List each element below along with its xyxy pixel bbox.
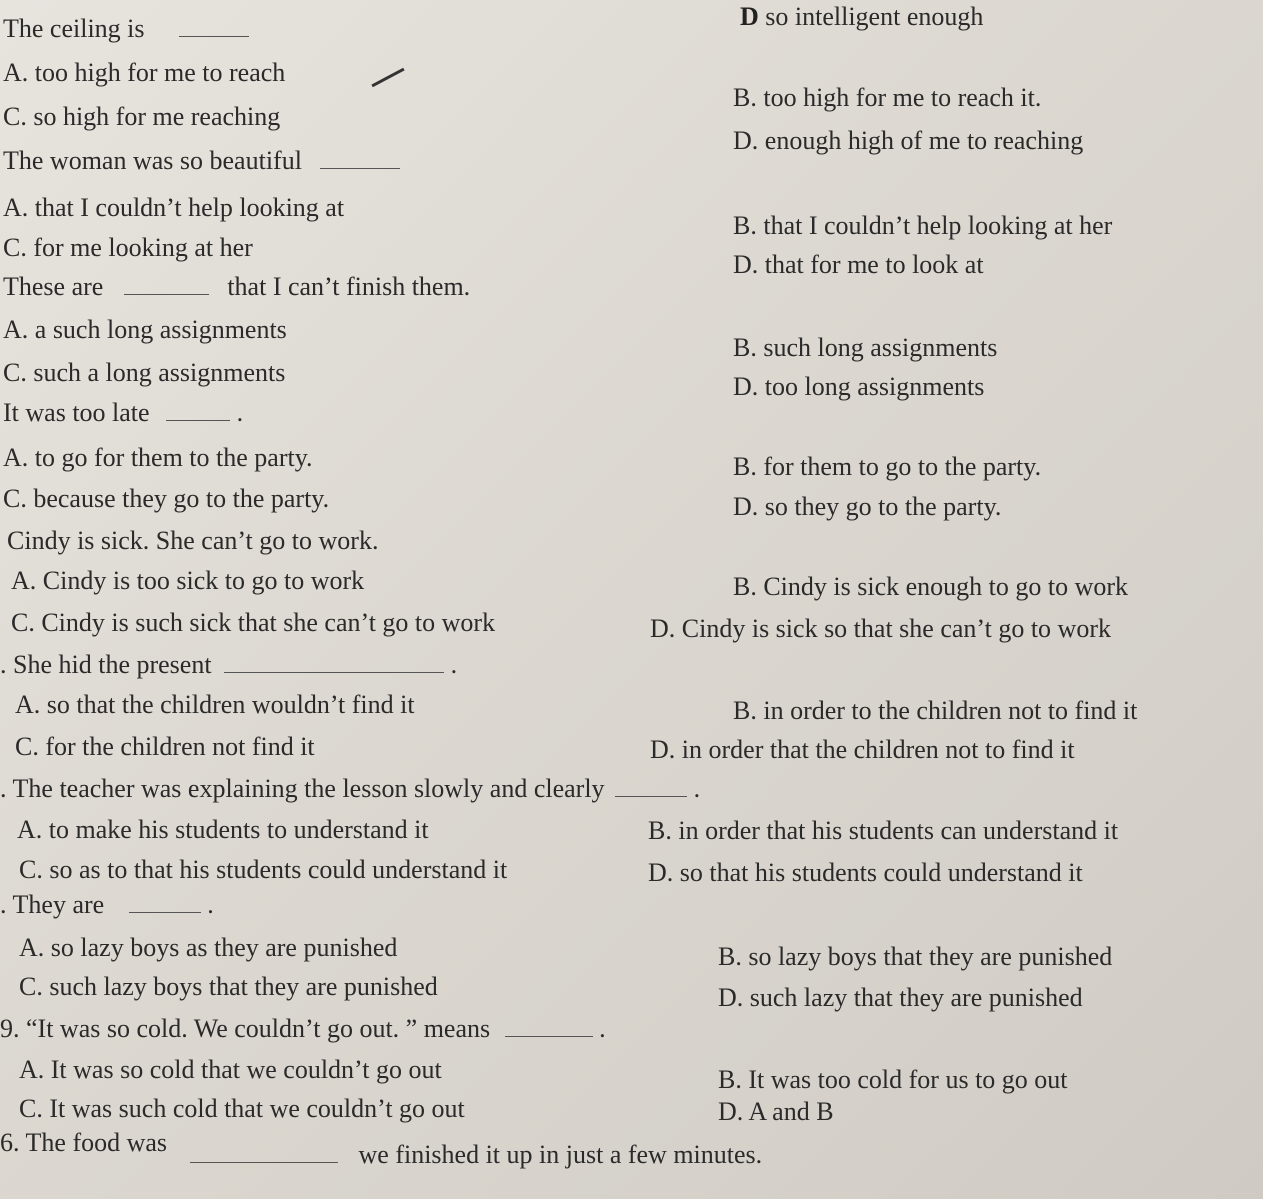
- answer-blank[interactable]: [179, 18, 249, 37]
- question-3-option-d[interactable]: D. too long assignments: [733, 372, 985, 401]
- answer-blank[interactable]: [190, 1144, 338, 1163]
- question-8-option-b[interactable]: B. so lazy boys that they are punished: [718, 942, 1113, 971]
- question-7-prompt: . The teacher was explaining the lesson slowly and clearly .: [0, 774, 701, 803]
- question-7-option-a[interactable]: A. to make his students to understand it: [17, 815, 429, 844]
- question-8-option-d[interactable]: D. such lazy that they are punished: [718, 983, 1083, 1012]
- question-7-option-b[interactable]: B. in order that his students can understand it: [648, 816, 1119, 845]
- question-3-option-b[interactable]: B. such long assignments: [733, 333, 998, 362]
- question-4-option-a[interactable]: A. to go for them to the party.: [3, 443, 313, 472]
- question-2-option-d[interactable]: D. that for me to look at: [733, 250, 984, 279]
- question-10-continuation: we finished it up in just a few minutes.: [190, 1140, 762, 1170]
- question-3-prompt: These are that I can’t finish them.: [3, 272, 471, 301]
- question-7-option-d[interactable]: D. so that his students could understand it: [648, 858, 1083, 887]
- question-1-option-d[interactable]: D. enough high of me to reaching: [733, 126, 1084, 155]
- question-4-option-c[interactable]: C. because they go to the party.: [3, 484, 330, 513]
- question-6-option-d[interactable]: D. in order that the children not to find it: [650, 735, 1075, 764]
- crossed-d-mark: D: [740, 2, 759, 31]
- question-1-option-c[interactable]: C. so high for me reaching: [3, 102, 281, 131]
- question-4-option-d[interactable]: D. so they go to the party.: [733, 492, 1002, 521]
- question-7-option-c[interactable]: C. so as to that his students could understand it: [19, 855, 508, 884]
- question-9-option-d[interactable]: D. A and B: [718, 1097, 834, 1126]
- question-8-option-c[interactable]: C. such lazy boys that they are punished: [19, 972, 438, 1001]
- question-4-option-b[interactable]: B. for them to go to the party.: [733, 452, 1042, 481]
- question-5-option-a[interactable]: A. Cindy is too sick to go to work: [11, 566, 365, 595]
- question-4-prompt: It was too late .: [3, 398, 244, 427]
- question-5-prompt: Cindy is sick. She can’t go to work.: [7, 526, 379, 555]
- question-1-prompt: The ceiling is: [3, 14, 249, 44]
- question-2-prompt: The woman was so beautiful: [3, 146, 400, 176]
- answer-blank[interactable]: [320, 150, 400, 169]
- question-2-option-c[interactable]: C. for me looking at her: [3, 233, 253, 262]
- question-3-option-c[interactable]: C. such a long assignments: [3, 358, 286, 387]
- question-9-option-a[interactable]: A. It was so cold that we couldn’t go out: [19, 1055, 442, 1084]
- question-9-prompt: 9. “It was so cold. We couldn’t go out. ” means .: [0, 1014, 606, 1043]
- question-10-prompt: 6. The food was: [0, 1128, 168, 1157]
- question-1-option-d-top: D so intelligent enough: [740, 2, 984, 31]
- question-8-option-a[interactable]: A. so lazy boys as they are punished: [19, 933, 398, 962]
- question-9-option-b[interactable]: B. It was too cold for us to go out: [718, 1065, 1068, 1094]
- answer-blank[interactable]: [129, 894, 201, 913]
- question-6-option-c[interactable]: C. for the children not find it: [15, 732, 315, 761]
- answer-blank[interactable]: [124, 276, 209, 295]
- question-1-option-b[interactable]: B. too high for me to reach it.: [733, 83, 1042, 112]
- answer-blank[interactable]: [615, 778, 687, 797]
- check-mark-icon: [371, 68, 404, 88]
- answer-blank[interactable]: [224, 654, 444, 673]
- question-5-option-c[interactable]: C. Cindy is such sick that she can’t go to work: [11, 608, 496, 637]
- question-6-option-b[interactable]: B. in order to the children not to find it: [733, 696, 1138, 725]
- answer-blank[interactable]: [505, 1018, 593, 1037]
- question-2-option-a[interactable]: A. that I couldn’t help looking at: [3, 193, 345, 222]
- question-1-option-a[interactable]: A. too high for me to reach: [3, 58, 286, 87]
- question-9-option-c[interactable]: C. It was such cold that we couldn’t go out: [19, 1094, 465, 1123]
- question-8-prompt: . They are .: [0, 890, 214, 919]
- question-5-option-d[interactable]: D. Cindy is sick so that she can’t go to work: [650, 614, 1111, 643]
- question-6-prompt: . She hid the present .: [0, 650, 458, 679]
- answer-blank[interactable]: [166, 402, 230, 421]
- question-2-option-b[interactable]: B. that I couldn’t help looking at her: [733, 211, 1113, 240]
- question-5-option-b[interactable]: B. Cindy is sick enough to go to work: [733, 572, 1129, 601]
- question-3-option-a[interactable]: A. a such long assignments: [3, 315, 287, 344]
- question-6-option-a[interactable]: A. so that the children wouldn’t find it: [15, 690, 415, 719]
